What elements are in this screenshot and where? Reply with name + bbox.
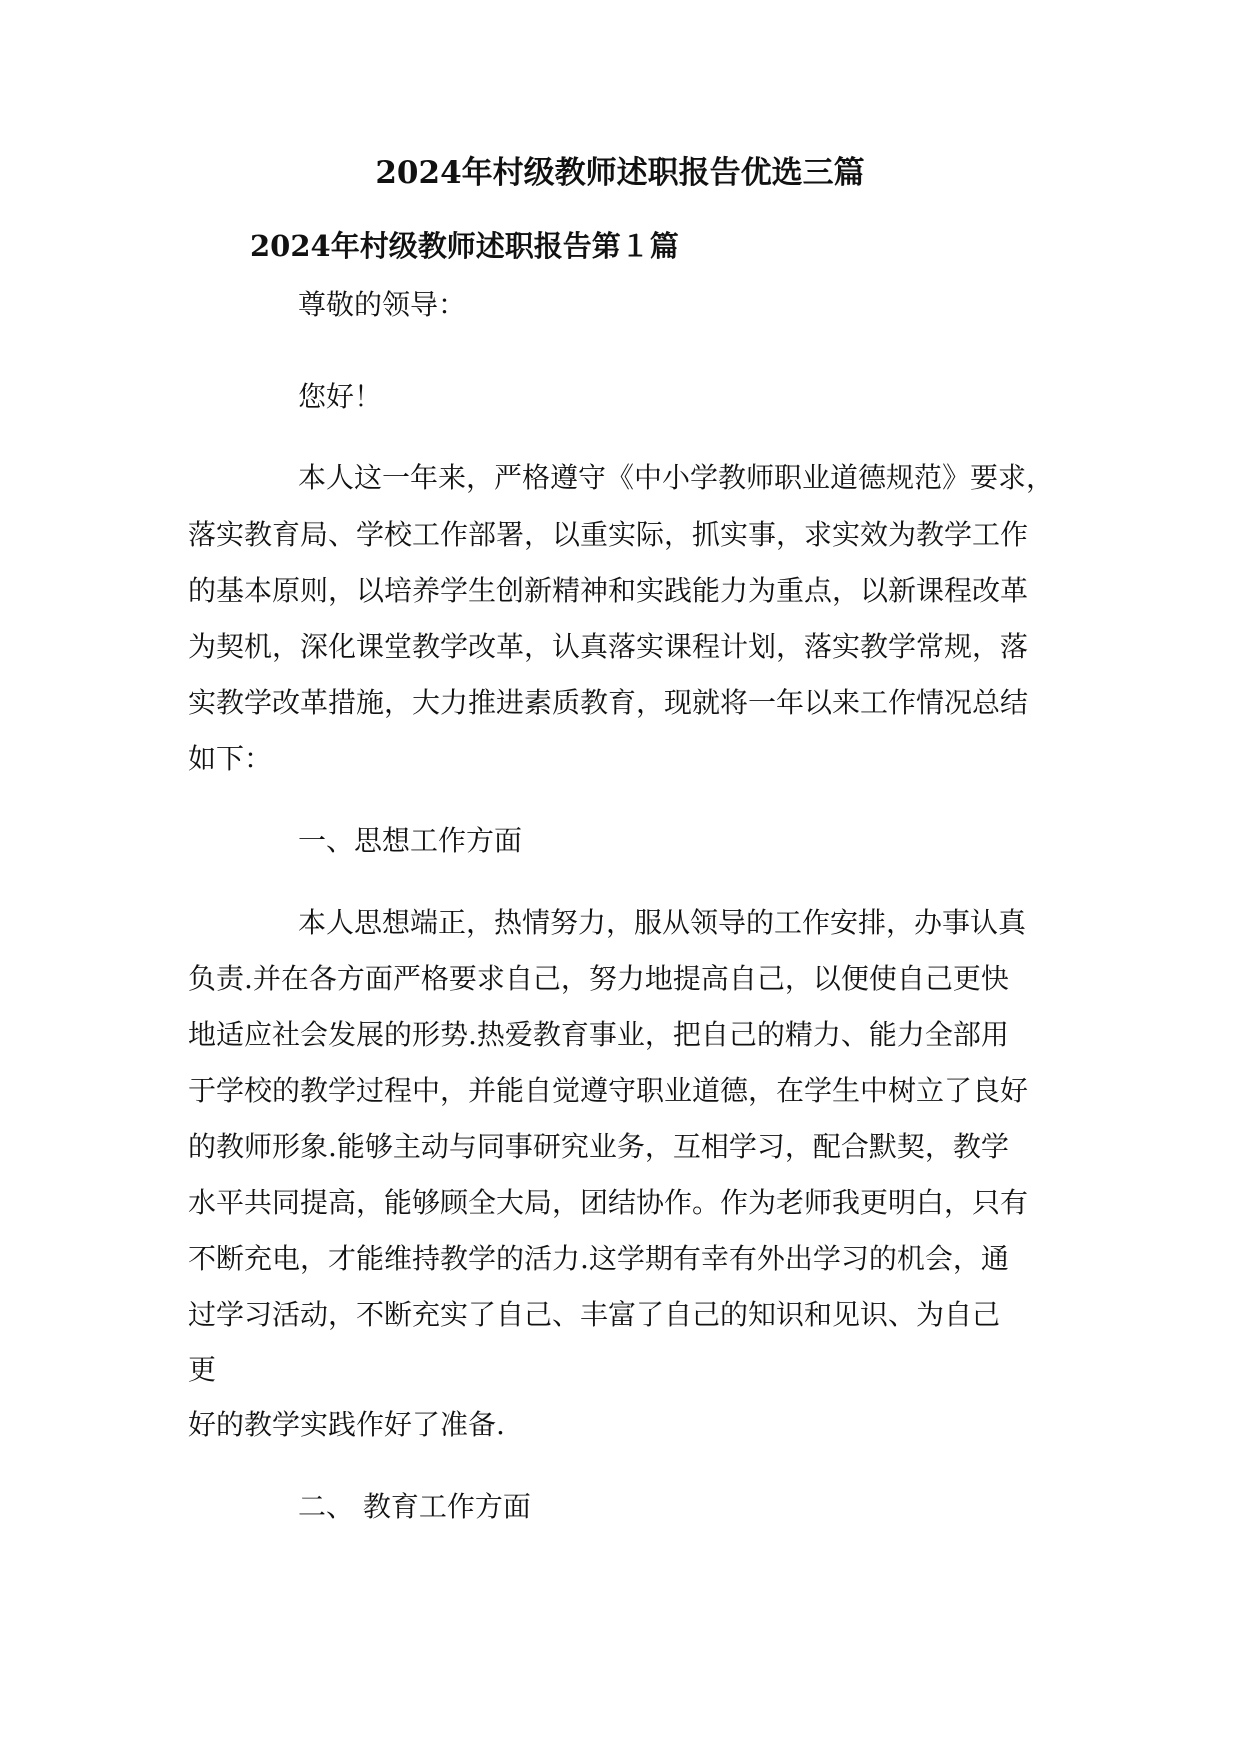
paragraph-line: 如下： <box>188 742 273 775</box>
paragraph-line: 的基本原则，以培养学生创新精神和实践能力为重点，以新课程改革 <box>188 574 1029 607</box>
paragraph-line: 不断充电，才能维持教学的活力.这学期有幸有外出学习的机会，通 <box>188 1242 1009 1275</box>
greeting: 您好！ <box>298 380 383 413</box>
section-one-heading: 一、思想工作方面 <box>298 824 523 857</box>
paragraph-line: 地适应社会发展的形势.热爱教育事业，把自己的精力、能力全部用 <box>188 1018 1009 1051</box>
paragraph-line: 负责.并在各方面严格要求自己，努力地提高自己，以便使自己更快 <box>188 962 1009 995</box>
document-title: 2024年村级教师述职报告优选三篇 <box>375 155 865 191</box>
paragraph-line: 为契机，深化课堂教学改革，认真落实课程计划，落实教学常规，落 <box>188 630 1029 663</box>
paragraph-line: 于学校的教学过程中，并能自觉遵守职业道德，在学生中树立了良好 <box>188 1074 1029 1107</box>
paragraph-line: 落实教育局、学校工作部署，以重实际，抓实事，求实效为教学工作 <box>188 518 1029 551</box>
paragraph-line: 好的教学实践作好了准备. <box>188 1408 505 1441</box>
paragraph-line: 本人思想端正，热情努力，服从领导的工作安排，办事认真 <box>298 906 1027 939</box>
paragraph-line: 的教师形象.能够主动与同事研究业务，互相学习，配合默契，教学 <box>188 1130 1009 1163</box>
section-two-heading: 二、 教育工作方面 <box>298 1490 531 1523</box>
section-heading: 2024年村级教师述职报告第１篇 <box>250 229 679 263</box>
paragraph-line: 更 <box>188 1353 217 1386</box>
paragraph-line: 本人这一年来，严格遵守《中小学教师职业道德规范》要求， <box>298 461 1055 494</box>
paragraph-line: 过学习活动，不断充实了自己、丰富了自己的知识和见识、为自己 <box>188 1298 1001 1331</box>
paragraph-line: 水平共同提高，能够顾全大局，团结协作。作为老师我更明白，只有 <box>188 1186 1029 1219</box>
paragraph-line: 实教学改革措施，大力推进素质教育，现就将一年以来工作情况总结 <box>188 686 1029 719</box>
salutation: 尊敬的领导： <box>298 288 467 321</box>
